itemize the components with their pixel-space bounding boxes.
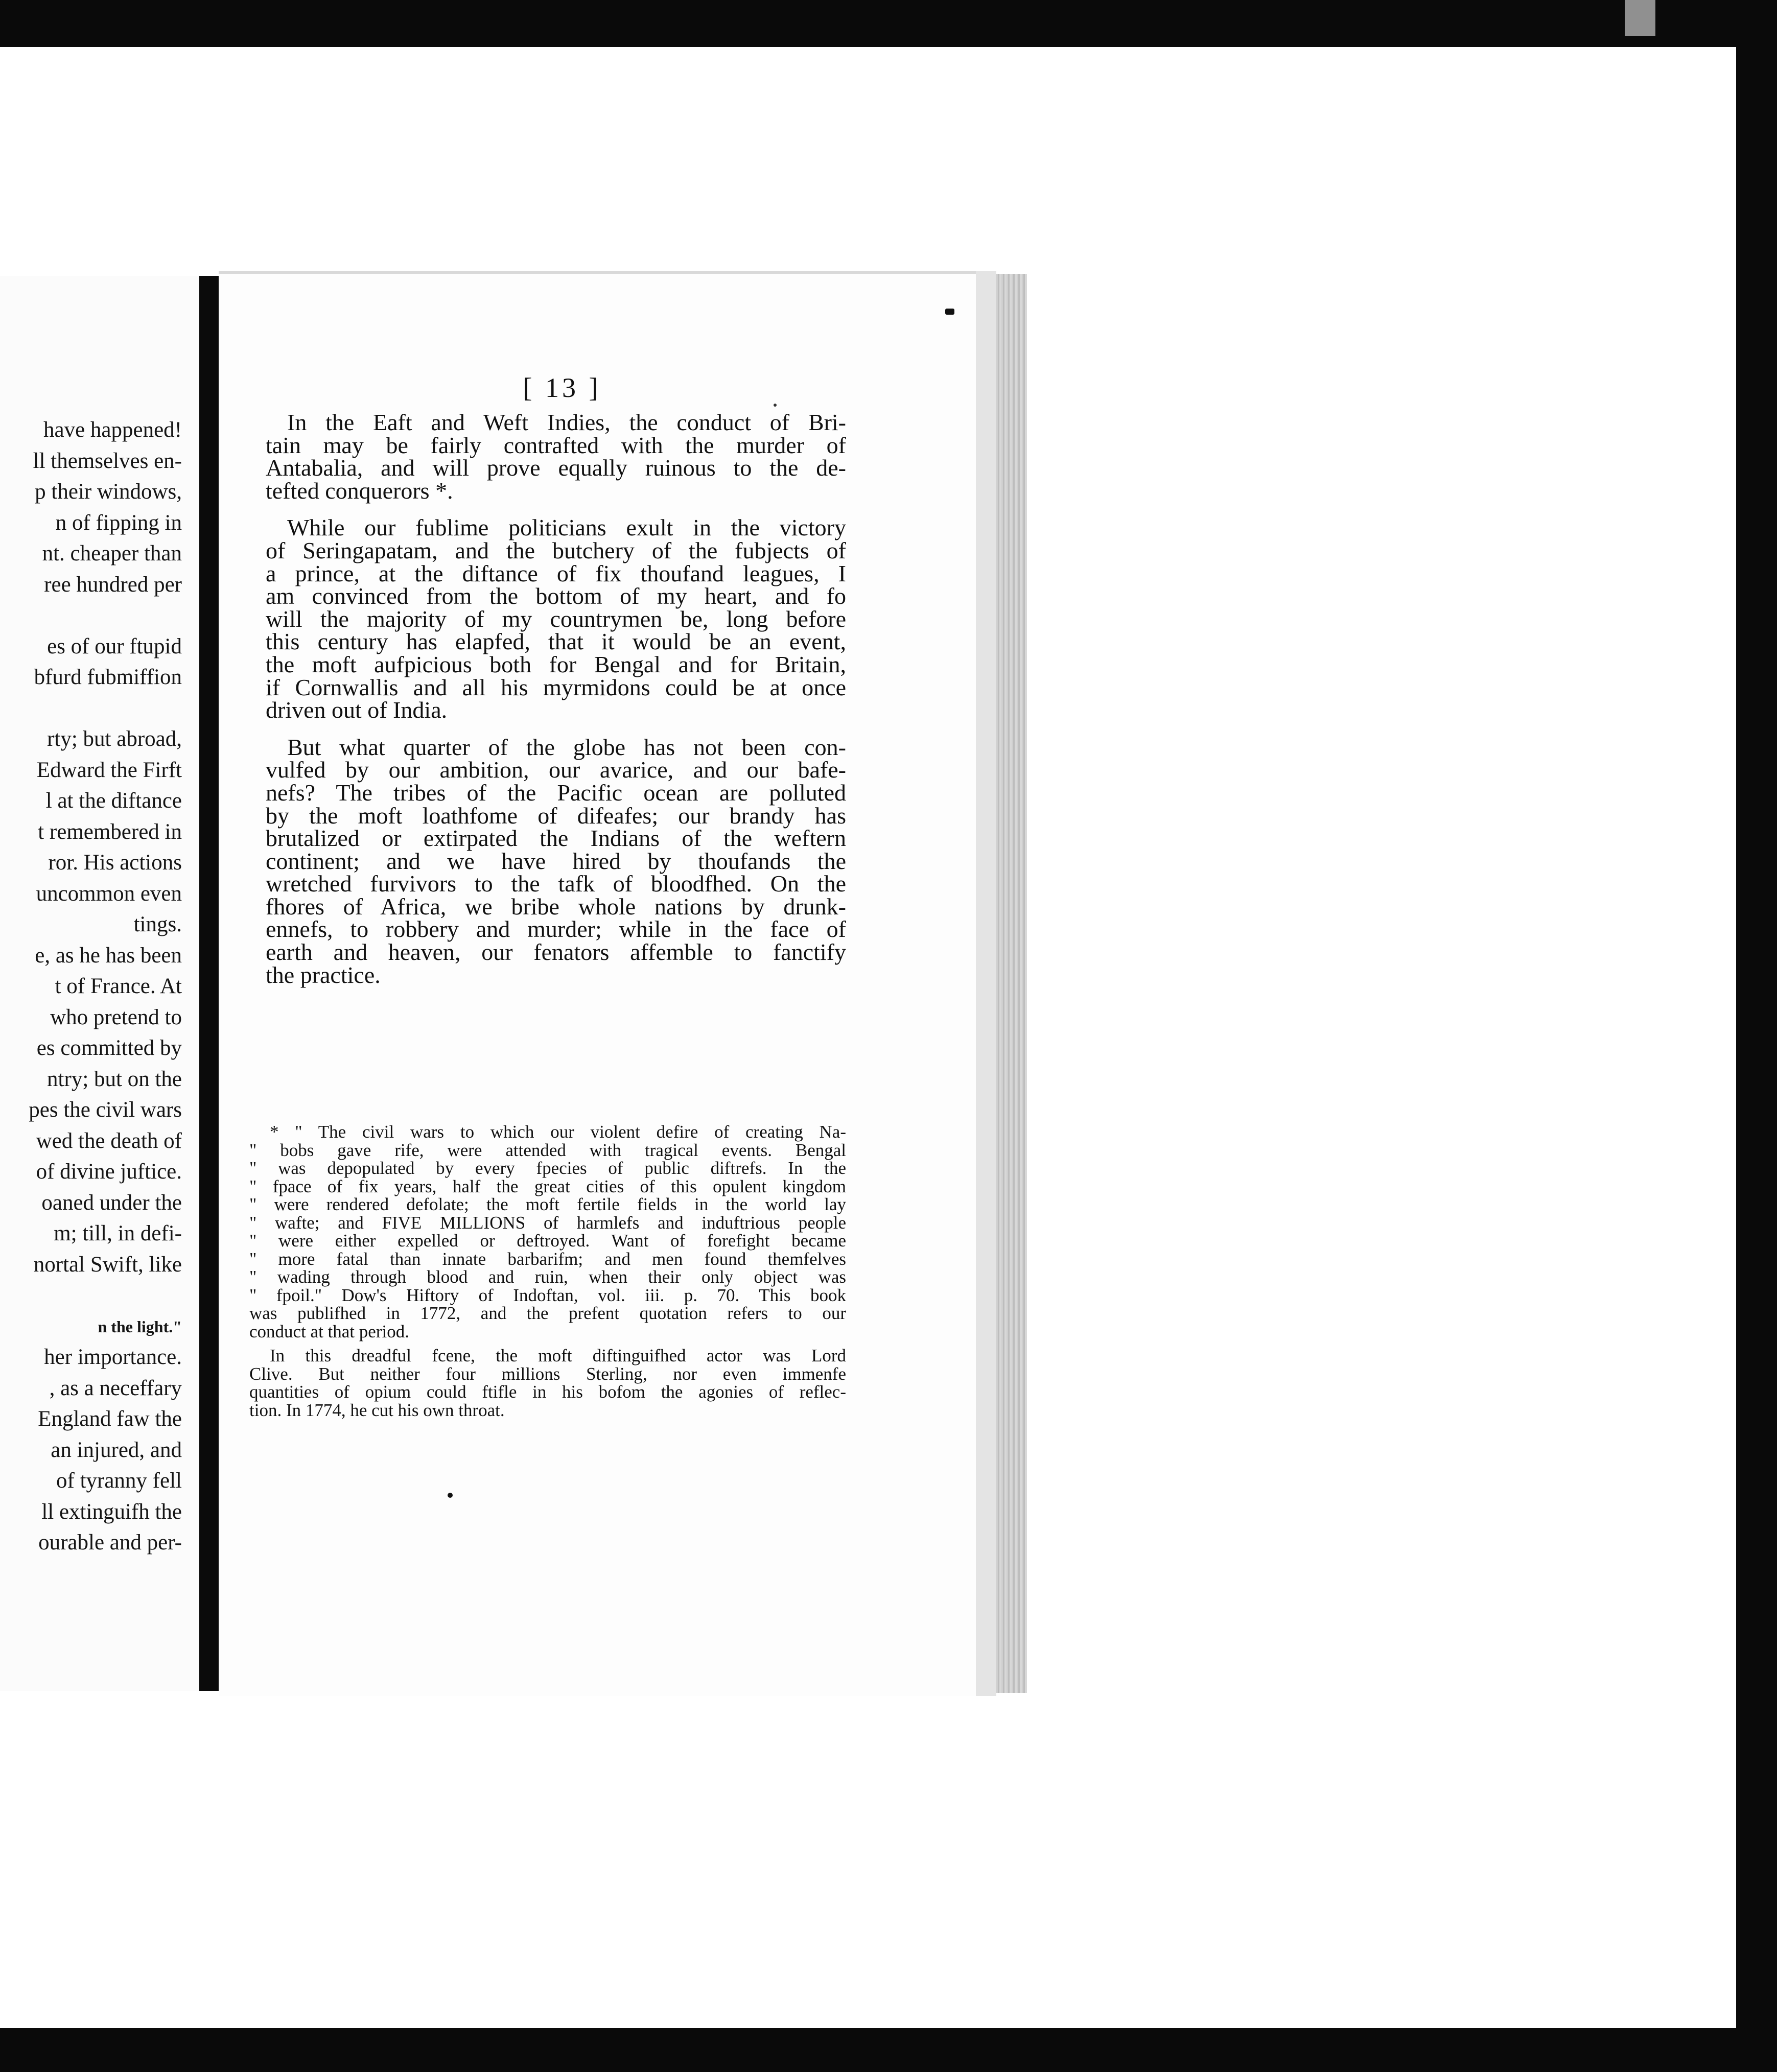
left-text-line: e, as he has been (35, 943, 182, 968)
text-line: While our fublime politicians exult in the victory (287, 514, 846, 541)
left-text-line (0, 600, 182, 631)
text-line: ennefs, to robbery and murder; while in the face of (266, 916, 846, 943)
footnote-line: conduct at that period. (249, 1321, 409, 1341)
left-text-line: bfurd fubmiffion (34, 665, 182, 689)
footnote-line: quantities of opium could ftifle in his bofom the agonies of reflec- (249, 1382, 846, 1402)
text-line: will the majority of my countrymen be, long before (266, 605, 846, 632)
footnote-line: " more fatal than innate barbarifm; and men found themfelves (249, 1249, 846, 1269)
text-line: this century has elapfed, that it would be an event, (266, 628, 846, 655)
footnote-line: " was depopulated by every fpecies of public diftrefs. In the (249, 1158, 846, 1178)
footnote-line: In this dreadful fcene, the moft diftinguifhed actor was Lord (270, 1346, 846, 1365)
left-text-line: of divine juftice. (36, 1160, 182, 1184)
footnote-line: tion. In 1774, he cut his own throat. (249, 1400, 505, 1420)
ink-speck (448, 1493, 453, 1498)
left-text-line: England faw the (38, 1407, 182, 1431)
footnote-line: " were rendered defolate; the moft fertile fields in the world lay (249, 1194, 846, 1214)
left-text-line: uncommon even (36, 881, 182, 906)
text-line: a prince, at the diftance of fix thoufand leagues, I (266, 560, 846, 586)
footnote-line: " fpoil." Dow's Hiftory of Indoftan, vol. iii. p. 70. This book (249, 1285, 846, 1305)
left-text-line: n of fipping in (55, 510, 182, 535)
text-line: of Seringapatam, and the butchery of the fubjects of (266, 537, 846, 563)
left-text-line: ll extinguifh the (41, 1499, 182, 1524)
left-text-line: n the light." (98, 1317, 182, 1336)
footnote-line: was publifhed in 1772, and the prefent quotation refers to our (249, 1303, 846, 1323)
text-line: earth and heaven, our fenators affemble to fanctify (266, 939, 846, 966)
scan-speck (1625, 0, 1655, 36)
left-text-line: ror. His actions (48, 851, 182, 875)
text-line: the moft aufpicious both for Bengal and for Britain, (266, 651, 846, 677)
page-number: [ 13 ] (523, 372, 601, 403)
text-line: In the Eaft and Weft Indies, the conduct of Bri- (287, 409, 846, 435)
left-text-line: wed the death of (36, 1128, 182, 1153)
text-line: the practice. (266, 961, 381, 988)
left-text-line: who pretend to (50, 1005, 182, 1029)
left-text-line: have happened! (43, 418, 182, 442)
left-text-line: ourable and per- (38, 1531, 182, 1555)
left-text-line: t of France. At (55, 974, 182, 998)
footnote-line: " fpace of fix years, half the great cities of this opulent kingdom (249, 1176, 846, 1196)
left-text-line: nt. cheaper than (42, 541, 182, 566)
text-line: But what quarter of the globe has not been con- (287, 734, 846, 760)
left-text-line: l at the diftance (45, 789, 182, 813)
text-line: vulfed by our ambition, our avarice, and our bafe- (266, 757, 846, 783)
left-text-line: oaned under the (41, 1190, 182, 1215)
footnote-line: " wading through blood and ruin, when their only object was (249, 1267, 846, 1287)
left-text-line: of tyranny fell (56, 1469, 182, 1493)
left-text-line: tings. (133, 912, 182, 936)
left-text-line: ntry; but on the (47, 1067, 182, 1091)
text-line: wretched furvivors to the tafk of bloodfhed. On the (266, 870, 846, 897)
left-text-line: an injured, and (51, 1438, 182, 1462)
left-text-line: her importance. (44, 1345, 182, 1369)
scan-border-bottom (0, 2028, 1777, 2072)
text-line: continent; and we have hired by thoufands the (266, 847, 846, 874)
left-text-line: ree hundred per (44, 572, 182, 597)
text-line: am convinced from the bottom of my heart, and fo (266, 583, 846, 609)
text-line: fhores of Africa, we bribe whole nations by drunk- (266, 893, 846, 920)
text-line: tefted conquerors *. (266, 477, 453, 504)
page-stack-edge (996, 274, 1027, 1693)
text-line: Antabalia, and will prove equally ruinous to the de- (266, 455, 846, 481)
left-text-line: es of our ftupid (47, 634, 182, 658)
footnote-line: * " The civil wars to which our violent defire of creating Na- (270, 1122, 846, 1142)
text-line: nefs? The tribes of the Pacific ocean are polluted (266, 779, 846, 806)
left-text-line: p their windows, (35, 480, 182, 504)
footnote-line: " bobs gave rife, were attended with tragical events. Bengal (249, 1140, 846, 1160)
left-text-line (0, 1280, 182, 1311)
text-line: tain may be fairly contrafted with the murder of (266, 432, 846, 458)
scan-border-top (0, 0, 1777, 47)
left-text-line: m; till, in defi- (54, 1221, 182, 1245)
text-line: driven out of India. (266, 697, 448, 723)
left-page (0, 276, 199, 1691)
scan-border-right (1736, 31, 1777, 2033)
left-page-text (0, 415, 182, 1559)
left-text-line (0, 693, 182, 724)
page-edge (976, 271, 996, 1696)
text-line: by the moft loathfome of difeafes; our brandy has (266, 802, 846, 829)
left-text-line: , as a neceffary (49, 1376, 182, 1400)
left-text-line: Edward the Firft (36, 758, 182, 782)
body-text (266, 411, 846, 986)
text-line: if Cornwallis and all his myrmidons could be at once (266, 674, 846, 700)
left-text-line: rty; but abroad, (47, 727, 182, 751)
left-text-line: es committed by (36, 1036, 182, 1060)
footnote-line: " were either expelled or deftroyed. Want of forefight became (249, 1231, 846, 1251)
footnote-line: " wafte; and FIVE MILLIONS of harmlefs and induftrious people (249, 1212, 846, 1233)
left-text-line: pes the civil wars (29, 1098, 182, 1122)
ink-speck (774, 404, 777, 407)
left-text-line: ll themselves en- (33, 449, 182, 473)
left-text-line: nortal Swift, like (33, 1252, 182, 1277)
text-line: brutalized or extirpated the Indians of the weftern (266, 825, 846, 852)
footnote-line: Clive. But neither four millions Sterling, nor even immenfe (249, 1363, 846, 1384)
footnote (249, 1123, 846, 1419)
left-text-line: t remembered in (38, 819, 182, 844)
book-spine (199, 276, 219, 1691)
ink-mark (945, 309, 954, 315)
